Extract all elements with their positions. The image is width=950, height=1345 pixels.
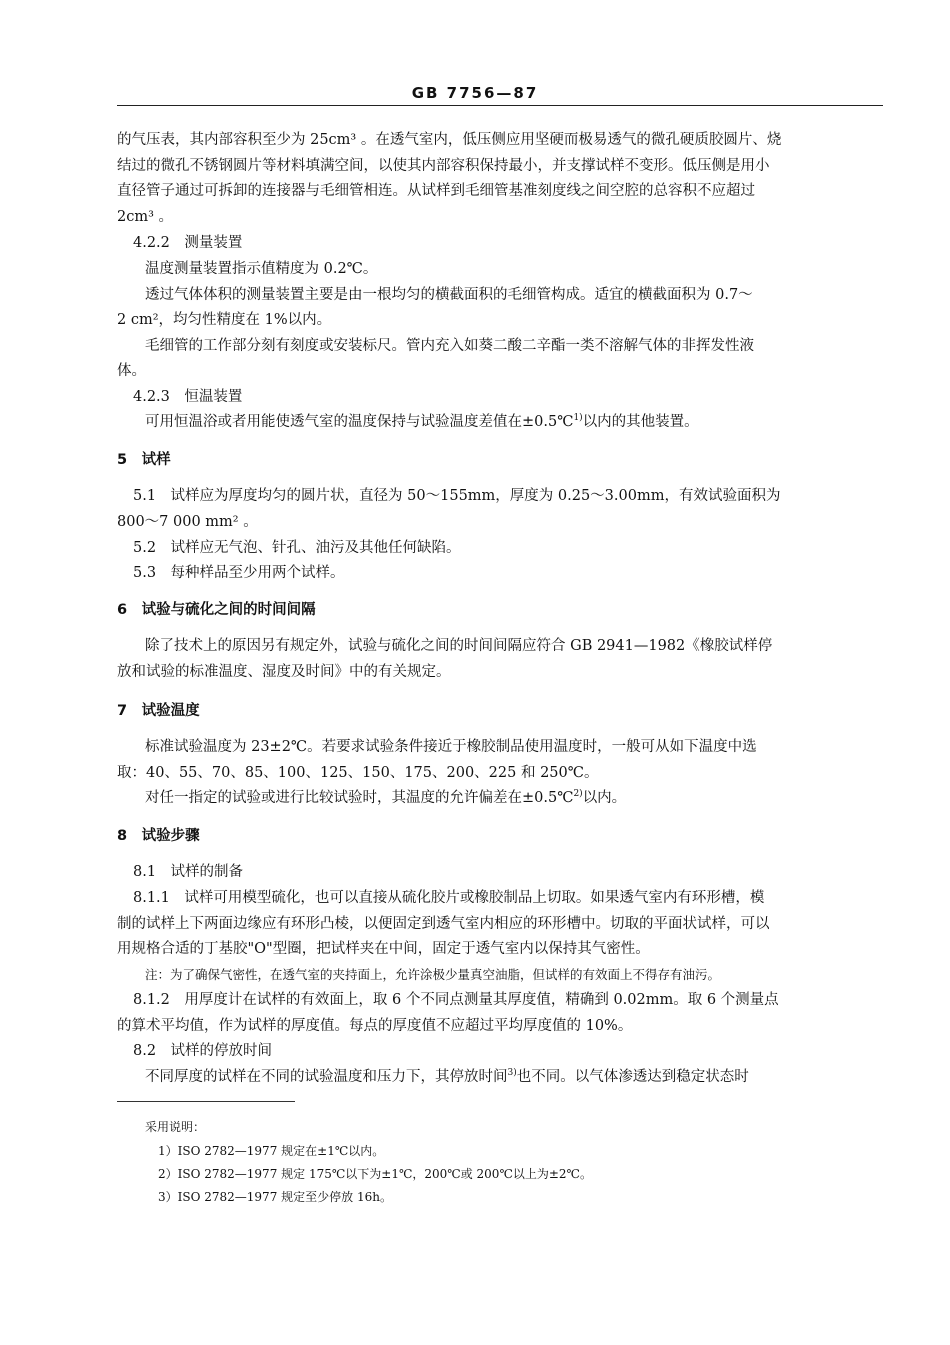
paragraph-line: 温度测量装置指示值精度为 0.2℃。	[145, 261, 378, 277]
paragraph-line: 5.2 试样应无气泡、针孔、油污及其他任何缺陷。	[133, 540, 461, 556]
paragraph-line: 体。	[117, 363, 146, 379]
note-line: 注：为了确保气密性，在透气室的夹持面上，允许涂极少量真空油脂，但试样的有效面上不得存有油污。	[145, 967, 721, 982]
paragraph-line: 取：40、55、70、85、100、125、150、175、200、225 和 250℃。	[117, 765, 599, 781]
footnote-ref-3: 3)	[507, 1068, 517, 1079]
paragraph-line: 制的试样上下两面边缘应有环形凸棱，以便固定到透气室内相应的环形槽中。切取的平面状试样，可以	[117, 916, 770, 932]
paragraph-line: 放和试验的标准温度、湿度及时间》中的有关规定。	[117, 664, 451, 680]
paragraph-line: 800～7 000 mm² 。	[117, 514, 258, 530]
paragraph-line: 的气压表，其内部容积至少为 25cm³ 。在透气室内，低压侧应用坚硬而极易透气的微孔硬质胶圆片、烧	[117, 132, 782, 148]
paragraph-line: 标准试验温度为 23±2℃。若要求试验条件接近于橡胶制品使用温度时，一般可从如下温度中选	[145, 739, 757, 755]
section-heading-5: 5 试样	[117, 452, 171, 468]
document-header	[0, 84, 950, 102]
paragraph-line: 8.1.1 试样可用模型硫化，也可以直接从硫化胶片或橡胶制品上切取。如果透气室内有环形槽，模	[133, 890, 765, 906]
subsection-heading-8-2: 8.2 试样的停放时间	[133, 1043, 273, 1059]
footnote-title: 采用说明：	[145, 1120, 206, 1134]
paragraph-line: 5.1 试样应为厚度均匀的圆片状，直径为 50～155mm，厚度为 0.25～3.00mm，有效试验面积为	[133, 488, 781, 504]
paragraph-line: 用规格合适的丁基胶"O"型圈，把试样夹在中间，固定于透气室内以保持其气密性。	[117, 941, 650, 957]
text-run: 可用恒温浴或者用能使透气室的温度保持与试验温度差值在±0.5℃	[145, 414, 574, 430]
text-run: 不同厚度的试样在不同的试验温度和压力下，其停放时间	[145, 1069, 508, 1085]
footnote-ref-2: 2)	[573, 789, 583, 800]
paragraph-line	[145, 788, 626, 808]
footnote-ref-1: 1)	[573, 413, 583, 424]
paragraph-line: 除了技术上的原因另有规定外，试验与硫化之间的时间间隔应符合 GB 2941—1982《橡胶试样停	[145, 638, 773, 654]
paragraph-line	[145, 412, 699, 432]
paragraph-line: 结过的微孔不锈钢圆片等材料填满空间，以使其内部容积保持最小，并支撑试样不变形。低压侧是用小	[117, 158, 770, 174]
paragraph-line: 毛细管的工作部分刻有刻度或安装标尺。管内充入如葵二酸二辛酯一类不溶解气体的非挥发性液	[145, 338, 754, 354]
subsection-heading-4-2-3: 4.2.3 恒温装置	[133, 389, 243, 405]
text-run: 对任一指定的试验或进行比较试验时，其温度的允许偏差在±0.5℃	[145, 790, 574, 806]
section-heading-7: 7 试验温度	[117, 703, 200, 719]
footnote-3: 3）ISO 2782—1977 规定至少停放 16h。	[158, 1190, 392, 1204]
footnote-1: 1）ISO 2782—1977 规定在±1℃以内。	[158, 1144, 385, 1158]
paragraph-line: 8.1.2 用厚度计在试样的有效面上，取 6 个不同点测量其厚度值，精确到 0.02mm。取 6 个测量点	[133, 992, 779, 1008]
paragraph-line: 2cm³ 。	[117, 209, 174, 225]
section-heading-8: 8 试验步骤	[117, 828, 200, 844]
paragraph-line: 2 cm²，均匀性精度在 1%以内。	[117, 312, 332, 328]
section-heading-6: 6 试验与硫化之间的时间间隔	[117, 602, 316, 618]
standard-number: GB 7756—87	[411, 84, 539, 102]
paragraph-line: 的算术平均值，作为试样的厚度值。每点的厚度值不应超过平均厚度值的 10%。	[117, 1018, 633, 1034]
paragraph-line: 直径管子通过可拆卸的连接器与毛细管相连。从试样到毛细管基准刻度线之间空腔的总容积不应超过	[117, 183, 755, 199]
header-rule	[117, 105, 883, 106]
subsection-heading-8-1: 8.1 试样的制备	[133, 864, 244, 880]
text-run: 以内。	[582, 790, 627, 806]
footnote-2: 2）ISO 2782—1977 规定 175℃以下为±1℃，200℃或 200℃以上为±2℃。	[158, 1167, 592, 1181]
paragraph-line: 透过气体体积的测量装置主要是由一根均匀的横截面积的毛细管构成。适宜的横截面积为 0.7～	[145, 287, 753, 303]
paragraph-line	[145, 1067, 749, 1087]
text-run: 以内的其他装置。	[582, 414, 699, 430]
paragraph-line: 5.3 每种样品至少用两个试样。	[133, 565, 345, 581]
footnote-rule	[117, 1101, 295, 1102]
subsection-heading-4-2-2: 4.2.2 测量装置	[133, 235, 243, 251]
text-run: 也不同。以气体渗透达到稳定状态时	[516, 1069, 749, 1085]
